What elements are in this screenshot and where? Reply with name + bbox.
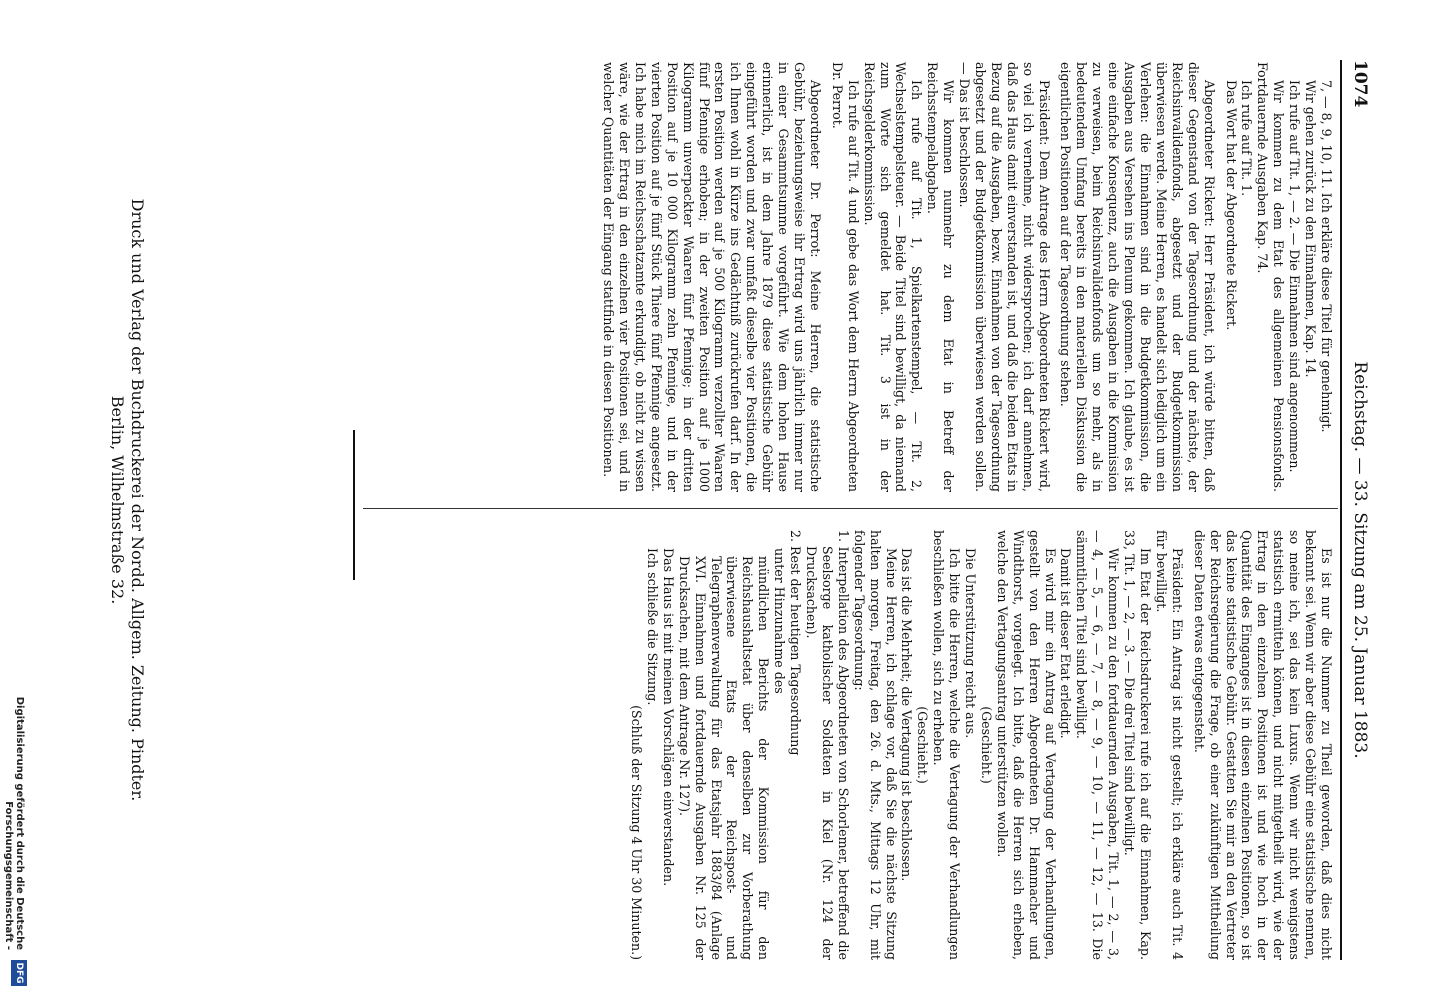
running-head xyxy=(1346,60,1370,960)
paragraph: Meine Herren, ich schlage vor, daß Sie die nächste Sitzung halten morgen, Freitag, den 26. d. Mts., Mittags 12 Uhr, mit folgender Tagesordnung: xyxy=(851,530,899,960)
paragraph: Das ist die Mehrheit; die Vertagung ist beschlossen. xyxy=(899,548,915,882)
paragraph: Es wird mir ein Antrag auf Vertagung der Verhandlungen, gestellt von den Herren Abgeordneten Dr. Hammacher und Windthorst, vorgelegt. Ich bitte, daß die Herren sich erheben, welche den Vertagungsantrag unterstützen wollen. xyxy=(994,530,1058,960)
paragraph: Das Haus ist mit meinen Vorschlägen einverstanden. xyxy=(660,548,676,887)
paragraph: Abgeordneter Dr. Perrot: Meine Herren, die statistische Gebühr, beziehungsweise ihr Ertrag wird uns jährlich immer nur in einer Gesammtsumme vorgeführt. Wie dem hohen Hause erinnerlich, ist in dem Jahre 1879 diese statistische Gebühr eingeführt worden und zwar umfaßt dieselbe vier Positionen, die ich Ihnen wohl in Kürze ins Gedächtniß zurückrufen darf. In der ersten Position werden auf je 500 Kilogramm verzollter Waaren fünf Pfennige erhoben; in der zweiten Position auf je 1000 Kilogramm unverpackter Waaren fünf Pfennige; in der dritten Position auf je 10 000 Kilogramm zehn Pfennige, und in der vierten Position auf je fünf Stück Thiere fünf Pfennige angesetzt. Ich habe mich im Reichsschatzamte erkundigt, ob nicht zu wissen wäre, wie der Ertrag in den einzelnen vier Positionen sei, und in welcher Quantitäten der Eingang stattfinde in diesen Positionen. xyxy=(601,62,823,492)
paragraph: Ich schließe die Sitzung. xyxy=(644,548,660,706)
paragraph: Im Etat der Reichsdruckerei rufe ich auf die Einnahmen, Kap. 33, Tit. 1, — 2, — 3. — Die drei Titel sind bewilligt. xyxy=(1122,530,1154,960)
printer-imprint xyxy=(107,120,147,880)
paragraph: Ich bitte die Herren, welche die Vertagung der Verhandlungen beschließen wollen, sich zu erheben. xyxy=(931,530,963,960)
paragraph: (Schluß der Sitzung 4 Uhr 30 Minuten.) xyxy=(629,705,645,960)
paragraph: (Geschieht.) xyxy=(978,706,994,784)
imprint-line-1: Druck und Verlag der Buchdruckerei der Nordd. Allgem. Zeitung. Pindter. xyxy=(128,198,147,802)
paragraph: Ich rufe auf Tit. 1. xyxy=(1239,80,1255,197)
paragraph: 7, — 8, 9, 10, 11. Ich erkläre diese Titel für genehmigt. xyxy=(1319,80,1334,433)
digitization-note: Digitalisierung gefördert durch die Deutsche Forschungsgemeinschaft - xyxy=(3,696,25,950)
right-column xyxy=(628,530,1334,960)
paragraph: Wir kommen zu den fortdauernden Ausgaben, Tit. 1, — 2, — 3, — 4, — 5, — 6, — 7, — 8, — 9, — 10, — 11, — 12, — 13. Die sämmtlichen Titel sind bewilligt. xyxy=(1074,530,1122,960)
paragraph: Ich rufe auf Tit. 1, — 2. — Die Einnahmen sind angenommen. xyxy=(1287,80,1303,473)
paragraph: Wir gehen zurück zu den Einnahmen, Kap. 14. xyxy=(1303,80,1319,378)
column-divider xyxy=(363,508,1338,509)
paragraph: Es ist nur die Nummer zu Theil geworden, daß dies nicht bekannt sei. Wenn wir aber diese Gebühr eine statistische nennen, so meine ich, sei das kein Luxus. Wenn wir nicht wenigstens statistisch ermitteln können, und nicht mitgetheilt wird, wie der Ertrag in den einzelnen Positionen ist und wie hoch in der Quantität des Einganges ist in diesen einzelnen Positionen, so ist das keine statistische Gebühr. Gestatten Sie mir an den Vertreter der Reichsregierung die Frage, ob einer zukünftigen Mittheilung dieser Daten etwas entgegensteht. xyxy=(1191,530,1334,960)
paragraph: Ich rufe auf Tit. 1, Spielkartenstempel, — Tit. 2, Wechselstempelsteuer. — Beide Titel sind bewilligt, da niemand zum Worte sich gemeldet hat. Tit. 3 ist in der Reichsgelderkommission. xyxy=(861,62,925,492)
paragraph: mündlichen Berichts der Kommission für den Reichshaushaltsetat über denselben zur Vorberathung überwiesene Etats der Reichspost- und Telegraphenverwaltung für das Etatsjahr 1883/84 (Anlage XVI. Einnahmen und fortdauernde Ausgaben Nr. 125 der Drucksachen, mit dem Antrage Nr. 127). xyxy=(676,556,772,960)
paragraph: Damit ist dieser Etat erledigt. xyxy=(1058,548,1074,739)
paragraph: Präsident: Dem Antrage des Herrn Abgeordneten Rickert wird, so viel ich vernehme, nicht widersprochen; ich darf annehmen, daß das Haus damit einverstanden ist, und daß die beiden Etats in Bezug auf die Ausgaben, bezw. Einnahmen von der Tagesordnung abgesetzt und der Budgetkommission überwiesen werden sollen. — Das ist beschlossen. xyxy=(957,62,1052,492)
paragraph: Ich rufe auf Tit. 4 und gebe das Wort dem Herrn Abgeordneten Dr. Perrot. xyxy=(829,62,861,492)
paragraph: Wir kommen nunmehr zu dem Etat in Betreff der Reichsstempelabgaben. xyxy=(925,62,957,492)
paragraph: unter Hinzunahme des xyxy=(772,548,788,694)
dfg-logo-icon: DFG xyxy=(11,960,27,986)
paragraph: 1. Interpellation des Abgeordneten von Schorlemer, betreffend die Seelsorge katholischer Soldaten in Kiel (Nr. 124 der Drucksachen). xyxy=(804,530,851,960)
left-column xyxy=(600,62,1334,492)
paragraph: Wir kommen zu dem Etat des allgemeinen Pensionsfonds. Fortdauernde Ausgaben Kap. 74. xyxy=(1255,62,1287,492)
paragraph: 2. Rest der heutigen Tagesordnung xyxy=(788,530,804,756)
end-rule xyxy=(353,430,355,580)
paragraph: Abgeordneter Rickert: Herr Präsident, ich würde bitten, daß dieser Gegenstand von der Tagesordnung und der nächste, der Reichsinvalidenfonds, abgesetzt und der Budgetkommission überwiesen werde. Meine Herren, es handelt sich lediglich um ein Verlehen: die Einnahmen sind in die Budgetkommission, die Ausgaben aus Versehen ins Plenum gekommen. Ich glaube, es ist eine einfache Konsequenz, auch die Ausgaben in die Kommission zu verweisen, beim Reichsinvalidenfonds um so mehr, als in bedeutendem Umfang bereits in den materiellen Diskussion die eigentlichen Positionen auf der Tagesordnung stehen. xyxy=(1058,62,1217,492)
paragraph: Präsident: Ein Antrag ist nicht gestellt; ich erkläre auch Tit. 4 für bewilligt. xyxy=(1153,530,1185,960)
paragraph: Die Unterstützung reicht aus. xyxy=(963,548,979,739)
page-title: Reichstag. — 33. Sitzung am 25. Januar 1883. xyxy=(1350,361,1370,759)
paragraph: (Geschieht.) xyxy=(915,706,931,784)
header-rule xyxy=(1340,60,1342,960)
imprint-line-2: Berlin, Wilhelmstraße 32. xyxy=(108,395,127,605)
paragraph: Das Wort hat der Abgeordnete Rickert. xyxy=(1223,80,1239,331)
page-number: 1074 xyxy=(1350,60,1370,108)
